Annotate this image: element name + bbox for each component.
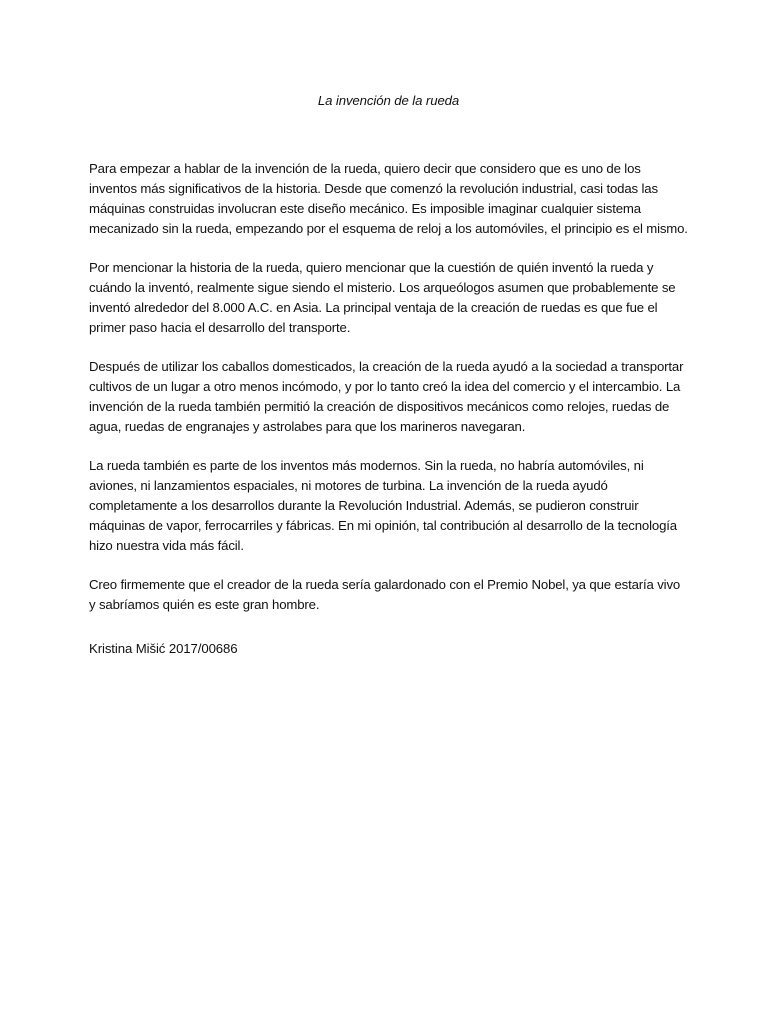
author-signature: Kristina Mišić 2017/00686 bbox=[89, 641, 238, 656]
paragraph-4: La rueda también es parte de los inventos más modernos. Sin la rueda, no habría automóviles, ni aviones, ni lanzamientos espaciales, ni motores de turbina. La invención de la rueda ayudó completamente a los desarrollos durante la Revolución Industrial. Además, se pudieron construir máquinas de vapor, ferrocarriles y fábricas. En mi opinión, tal contribución al desarrollo de la tecnología hizo nuestra vida más fácil. bbox=[89, 458, 677, 553]
paragraph-1: Para empezar a hablar de la invención de la rueda, quiero decir que considero que es uno de los inventos más significativos de la historia. Desde que comenzó la revolución industrial, casi todas las máquinas construidas involucran este diseño mecánico. Es imposible imaginar cualquier sistema mecanizado sin la rueda, empezando por el esquema de reloj a los automóviles, el principio es el mismo. bbox=[89, 161, 688, 236]
paragraph-3: Después de utilizar los caballos domesticados, la creación de la rueda ayudó a la sociedad a transportar cultivos de un lugar a otro menos incómodo, y por lo tanto creó la idea del comercio y el intercambio. La invención de la rueda también permitió la creación de dispositivos mecánicos como relojes, ruedas de agua, ruedas de engranajes y astrolabes para que los marineros navegaran. bbox=[89, 359, 684, 434]
document-title: La invención de la rueda bbox=[317, 93, 460, 108]
document-body bbox=[89, 159, 688, 659]
paragraph-2: Por mencionar la historia de la rueda, quiero mencionar que la cuestión de quién inventó la rueda y cuándo la inventó, realmente sigue siendo el misterio. Los arqueólogos asumen que probablemente se inventó alrededor del 8.000 A.C. en Asia. La principal ventaja de la creación de ruedas es que fue el primer paso hacia el desarrollo del transporte. bbox=[89, 260, 676, 335]
paragraph-5: Creo firmemente que el creador de la rueda sería galardonado con el Premio Nobel, ya que estaría vivo y sabríamos quién es este gran hombre. bbox=[89, 577, 681, 612]
